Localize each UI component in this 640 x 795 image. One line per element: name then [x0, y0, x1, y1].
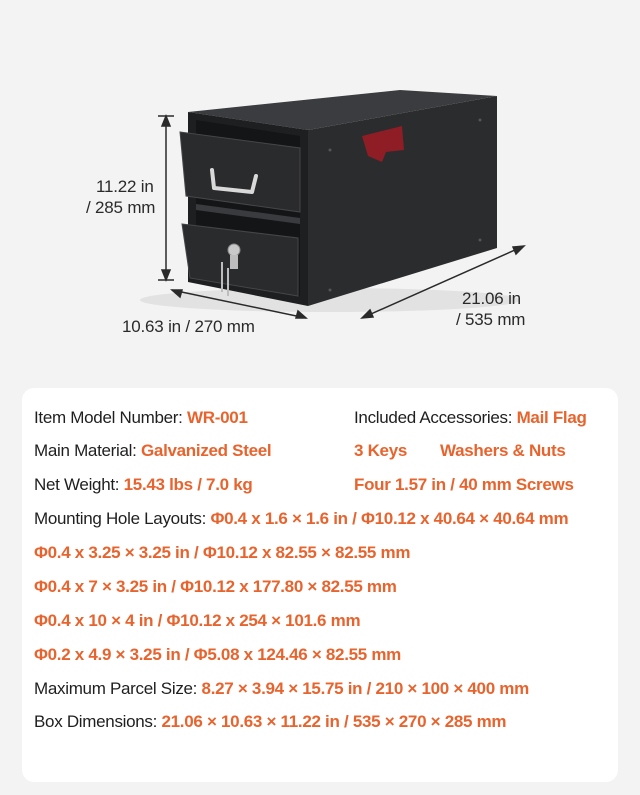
lock-icon — [228, 244, 240, 256]
depth-label-in: 21.06 in — [462, 289, 521, 308]
mounting-layout-5: Φ0.2 x 4.9 × 3.25 in / Φ5.08 x 124.46 × 82.55 mm — [34, 645, 401, 664]
box-label: Box Dimensions: — [34, 712, 158, 731]
model-value: WR-001 — [187, 408, 248, 427]
weight-value: 15.43 lbs / 7.0 kg — [123, 475, 253, 494]
model-row — [34, 407, 248, 429]
weight-row — [34, 474, 252, 496]
depth-label-mm: / 535 mm — [456, 310, 526, 329]
accessories-label: Included Accessories: — [354, 408, 513, 427]
height-dimension-line — [158, 116, 174, 280]
height-label-in: 11.22 in — [96, 177, 154, 196]
box-value: 21.06 × 10.63 × 11.22 in / 535 × 270 × 285 mm — [161, 712, 507, 731]
mounting-layout-2: Φ0.4 x 3.25 × 3.25 in / Φ10.12 x 82.55 × 82.55 mm — [34, 543, 411, 562]
material-row — [34, 440, 271, 462]
model-label: Item Model Number: — [34, 408, 183, 427]
mounting-layout-1: Φ0.4 x 1.6 × 1.6 in / Φ10.12 x 40.64 × 40.64 mm — [210, 509, 569, 528]
product-image-area — [0, 0, 640, 380]
mounting-row — [34, 508, 568, 530]
height-label-mm: / 285 mm — [86, 198, 156, 217]
mounting-label: Mounting Hole Layouts: — [34, 509, 207, 528]
parcel-row — [34, 678, 529, 700]
mailbox-side-panel — [308, 96, 497, 306]
spec-card — [22, 388, 618, 782]
accessory-keys: 3 Keys — [354, 441, 408, 460]
accessories-value: Mail Flag — [516, 408, 587, 427]
mounting-layout-3: Φ0.4 x 7 × 3.25 in / Φ10.12 x 177.80 × 82.55 mm — [34, 577, 397, 596]
material-label: Main Material: — [34, 441, 137, 460]
box-row — [34, 711, 506, 733]
accessories-row — [354, 407, 587, 429]
parcel-value: 8.27 × 3.94 × 15.75 in / 210 × 100 × 400 mm — [201, 679, 529, 698]
width-label: 10.63 in / 270 mm — [122, 317, 255, 336]
parcel-label: Maximum Parcel Size: — [34, 679, 198, 698]
material-value: Galvanized Steel — [141, 441, 272, 460]
mounting-layout-4: Φ0.4 x 10 × 4 in / Φ10.12 x 254 × 101.6 mm — [34, 611, 361, 630]
accessory-washers: Washers & Nuts — [440, 441, 566, 460]
accessory-screws: Four 1.57 in / 40 mm Screws — [354, 475, 574, 494]
weight-label: Net Weight: — [34, 475, 120, 494]
